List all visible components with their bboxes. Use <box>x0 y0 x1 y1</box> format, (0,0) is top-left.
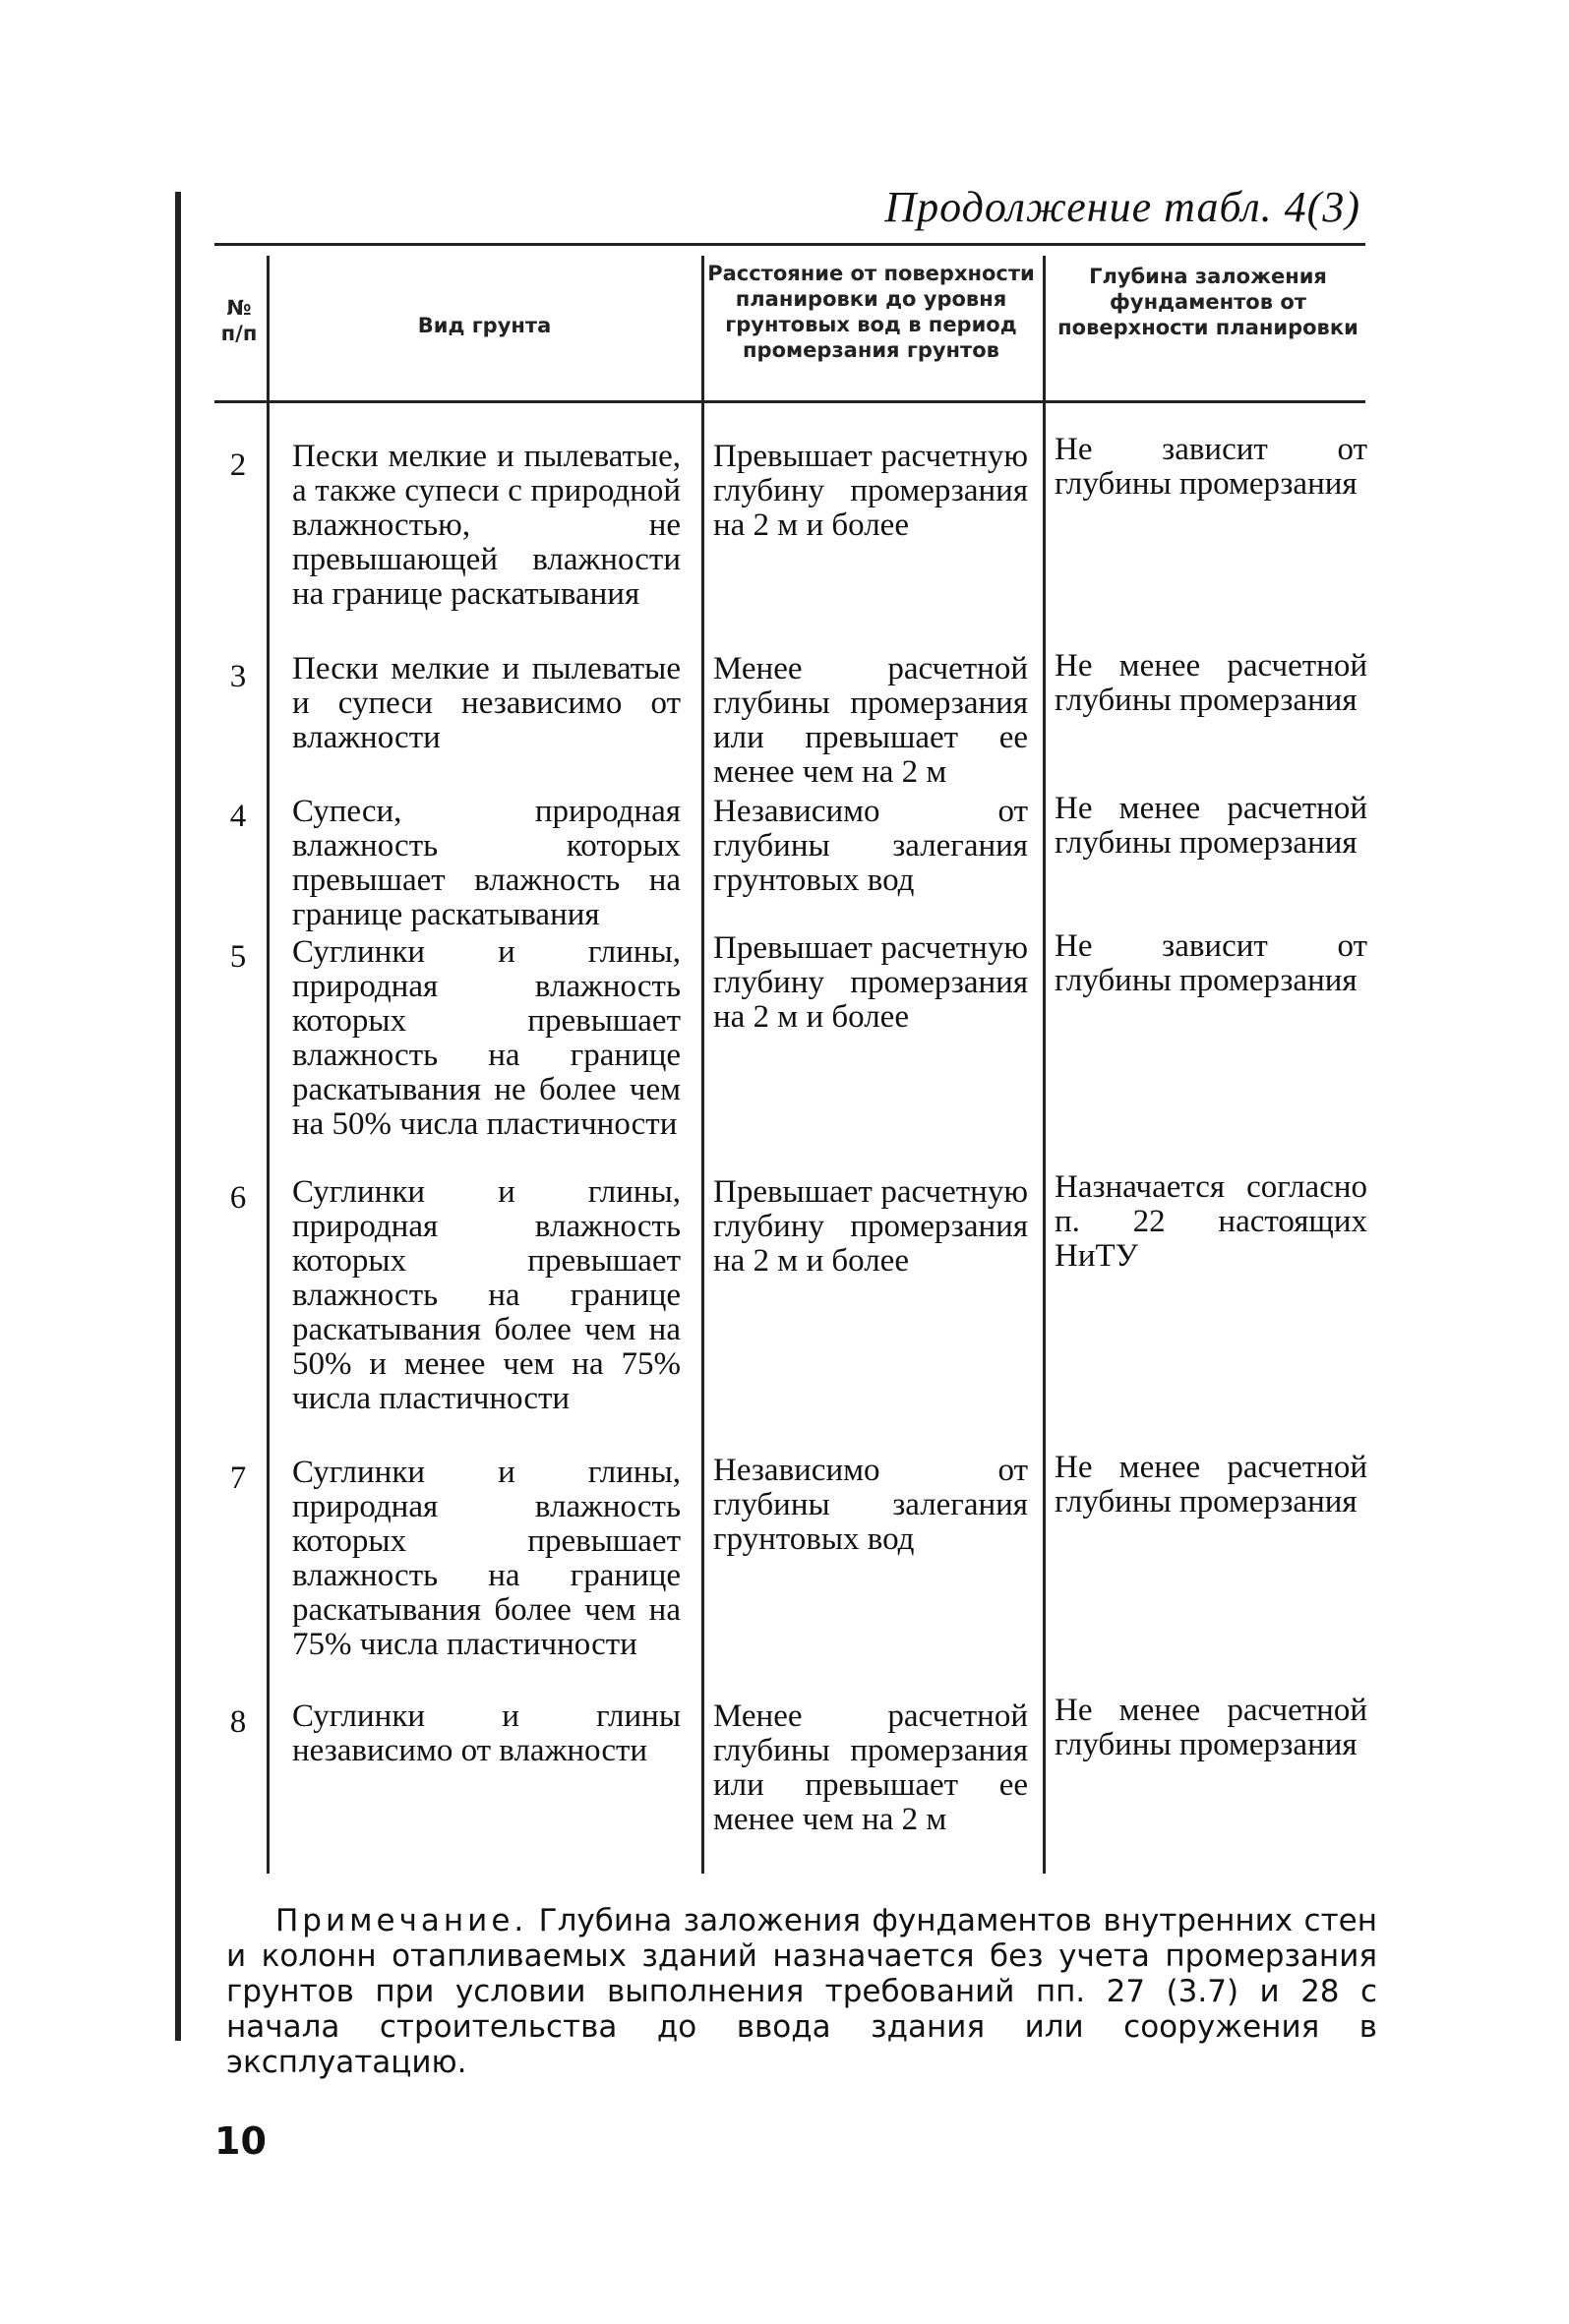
row-4-soil: Супеси, природная влажность которых превышает влажность на границе раскатывания <box>292 794 681 932</box>
row-4-number: 4 <box>229 799 247 834</box>
row-3-soil: Пески мелкие и пылеватые и супеси независимо от влажности <box>292 651 681 755</box>
row-7-number: 7 <box>229 1460 247 1496</box>
row-2-depth: Не зависит от глубины промерзания <box>1055 432 1367 502</box>
header-bottom-rule <box>214 400 1365 403</box>
header-distance: Расстояние от поверхности планировки до уровня грунтовых вод в период промерзания грунтов <box>707 262 1035 362</box>
row-7-soil: Суглинки и глины, природная влажность которых превышает влажность на границе раскатывания более чем на 75% числа пластичности <box>292 1455 681 1662</box>
row-5-number: 5 <box>229 939 247 975</box>
row-6-number: 6 <box>229 1180 247 1216</box>
header-depth: Глубина заложения фундаментов от поверхности планировки <box>1057 265 1358 339</box>
row-5-distance: Превышает расчетную глубину промерзания на 2 м и более <box>713 930 1028 1035</box>
row-2-distance: Превышает расчетную глубину промерзания на 2 м и более <box>713 439 1028 543</box>
table-note <box>226 1903 1377 2080</box>
header-num: № п/п <box>220 296 258 345</box>
row-4-distance: Независимо от глубины залегания грунтовых вод <box>713 794 1028 898</box>
note-text: Глубина заложения фундаментов внутренних стен и колонн отапливаемых зданий назначается без учета промерзания грунтов при условии выполнения требований пп. 27 (3.7) и 28 с начала строительства до ввода здания или сооружения в эксплуатацию. <box>226 1903 1377 2080</box>
column-divider-2 <box>701 256 704 1874</box>
row-8-soil: Суглинки и глины независимо от влажности <box>292 1698 681 1768</box>
row-6-depth: Назначается согласно п. 22 настоящих НиТУ <box>1055 1169 1367 1274</box>
row-8-distance: Менее расчетной глубины промерзания или превышает ее менее чем на 2 м <box>713 1698 1028 1837</box>
row-2-number: 2 <box>229 447 247 483</box>
row-3-distance: Менее расчетной глубины промерзания или превышает ее менее чем на 2 м <box>713 651 1028 790</box>
row-3-depth: Не менее расчетной глубины промерзания <box>1055 648 1367 718</box>
table-caption: Продолжение табл. 4(3) <box>884 183 1360 231</box>
column-divider-3 <box>1043 256 1046 1874</box>
row-6-soil: Суглинки и глины, природная влажность которых превышает влажность на границе раскатывания более чем на 50% и менее чем на 75% числа пластичности <box>292 1174 681 1416</box>
row-6-distance: Превышает расчетную глубину промерзания на 2 м и более <box>713 1174 1028 1279</box>
table-top-rule <box>214 243 1365 246</box>
row-4-depth: Не менее расчетной глубины промерзания <box>1055 791 1367 861</box>
header-soil: Вид грунта <box>417 314 552 337</box>
row-5-soil: Суглинки и глины, природная влажность которых превышает влажность на границе раскатывания не более чем на 50% числа пластичности <box>292 934 681 1142</box>
page-number: 10 <box>214 2119 267 2163</box>
margin-bar <box>175 192 181 2041</box>
row-3-number: 3 <box>229 659 247 694</box>
row-8-depth: Не менее расчетной глубины промерзания <box>1055 1693 1367 1762</box>
row-2-soil: Пески мелкие и пылеватые, а также супеси с природной влажностью, не превышающей влажности на границе раскатывания <box>292 439 681 612</box>
note-lead: Примечание. <box>275 1903 528 1938</box>
row-7-depth: Не менее расчетной глубины промерзания <box>1055 1450 1367 1520</box>
row-8-number: 8 <box>229 1704 247 1740</box>
row-7-distance: Независимо от глубины залегания грунтовых вод <box>713 1453 1028 1557</box>
row-5-depth: Не зависит от глубины промерзания <box>1055 928 1367 998</box>
column-divider-1 <box>267 256 270 1874</box>
